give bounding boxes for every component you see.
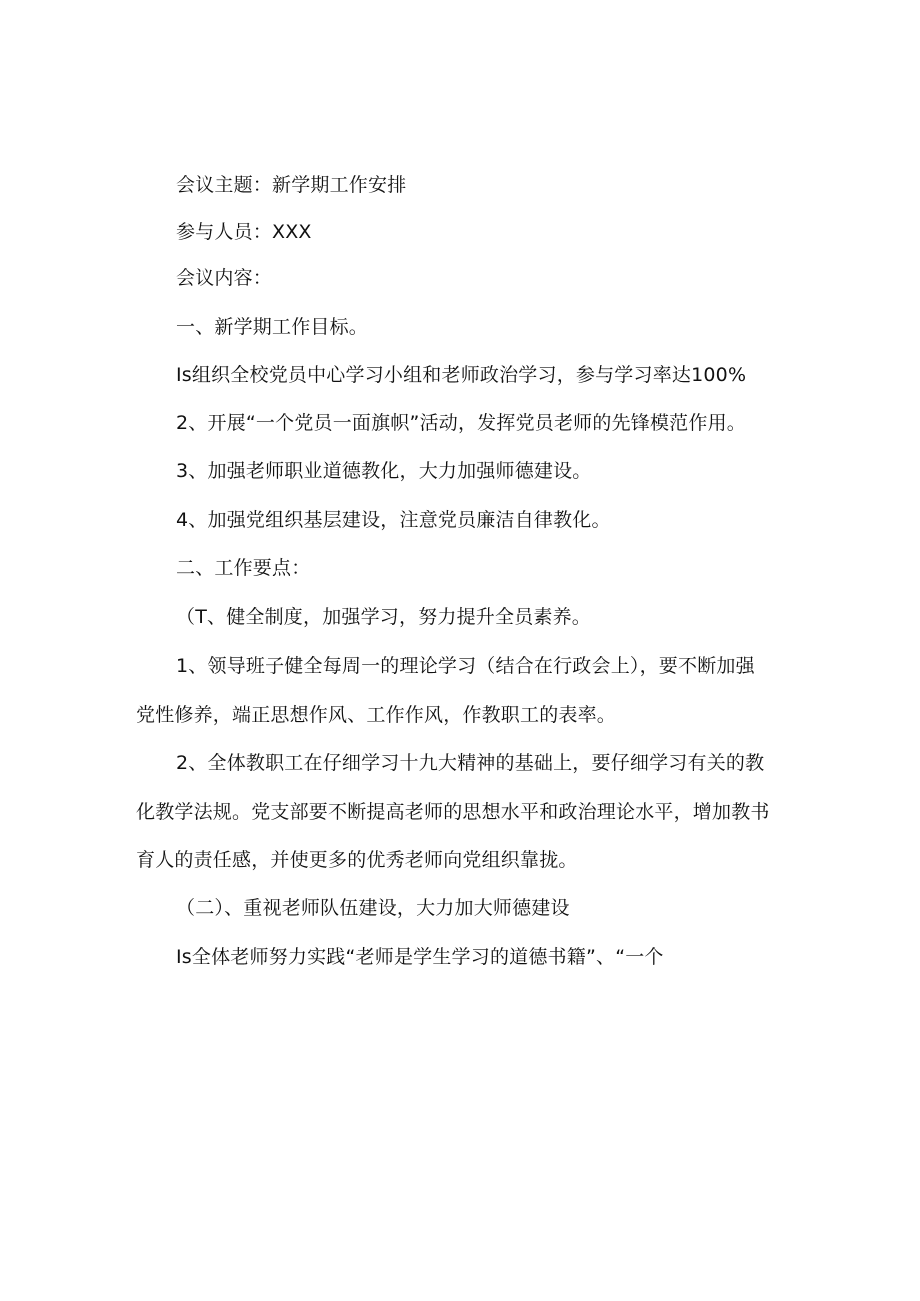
paragraph-1-line-1: 1、领导班子健全每周一的理论学习（结合在行政会上），要不断加强 [176,655,755,677]
goal-item-3: 3、加强老师职业道德教化，大力加强师德建设。 [176,460,592,482]
meeting-content-heading: 会议内容： [176,267,273,289]
paragraph-1-line-2: 党性修养，端正思想作风、工作作风，作教职工的表率。 [136,704,617,726]
goal-item-1: Is组织全校党员中心学习小组和老师政治学习，参与学习率达100% [176,364,747,386]
paragraph-2-line-1: 2、全体教职工在仔细学习十九大精神的基础上，要仔细学习有关的教 [176,752,765,774]
paragraph-3-line-1: Is全体老师努力实践“老师是学生学习的道德书籍”、“一个 [176,946,664,968]
attendees-line: 参与人员：XXX [176,221,312,243]
meeting-topic-line: 会议主题：新学期工作安排 [176,174,407,196]
subsection-1-heading: （T、健全制度，加强学习，努力提升全员素养。 [176,606,592,628]
subsection-2-heading: （二）、重视老师队伍建设，大力加大师德建设 [176,897,570,919]
paragraph-2-line-2: 化教学法规。党支部要不断提高老师的思想水平和政治理论水平，增加教书 [136,801,770,823]
goal-item-2: 2、开展“一个党员一面旗帜”活动，发挥党员老师的先锋模范作用。 [176,412,746,434]
section-2-heading: 二、工作要点： [176,557,311,579]
paragraph-2-line-3: 育人的责任感，并使更多的优秀老师向党组织靠拢。 [136,849,578,871]
goal-item-4: 4、加强党组织基层建设，注意党员廉洁自律教化。 [176,509,611,531]
section-1-heading: 一、新学期工作目标。 [176,316,369,338]
